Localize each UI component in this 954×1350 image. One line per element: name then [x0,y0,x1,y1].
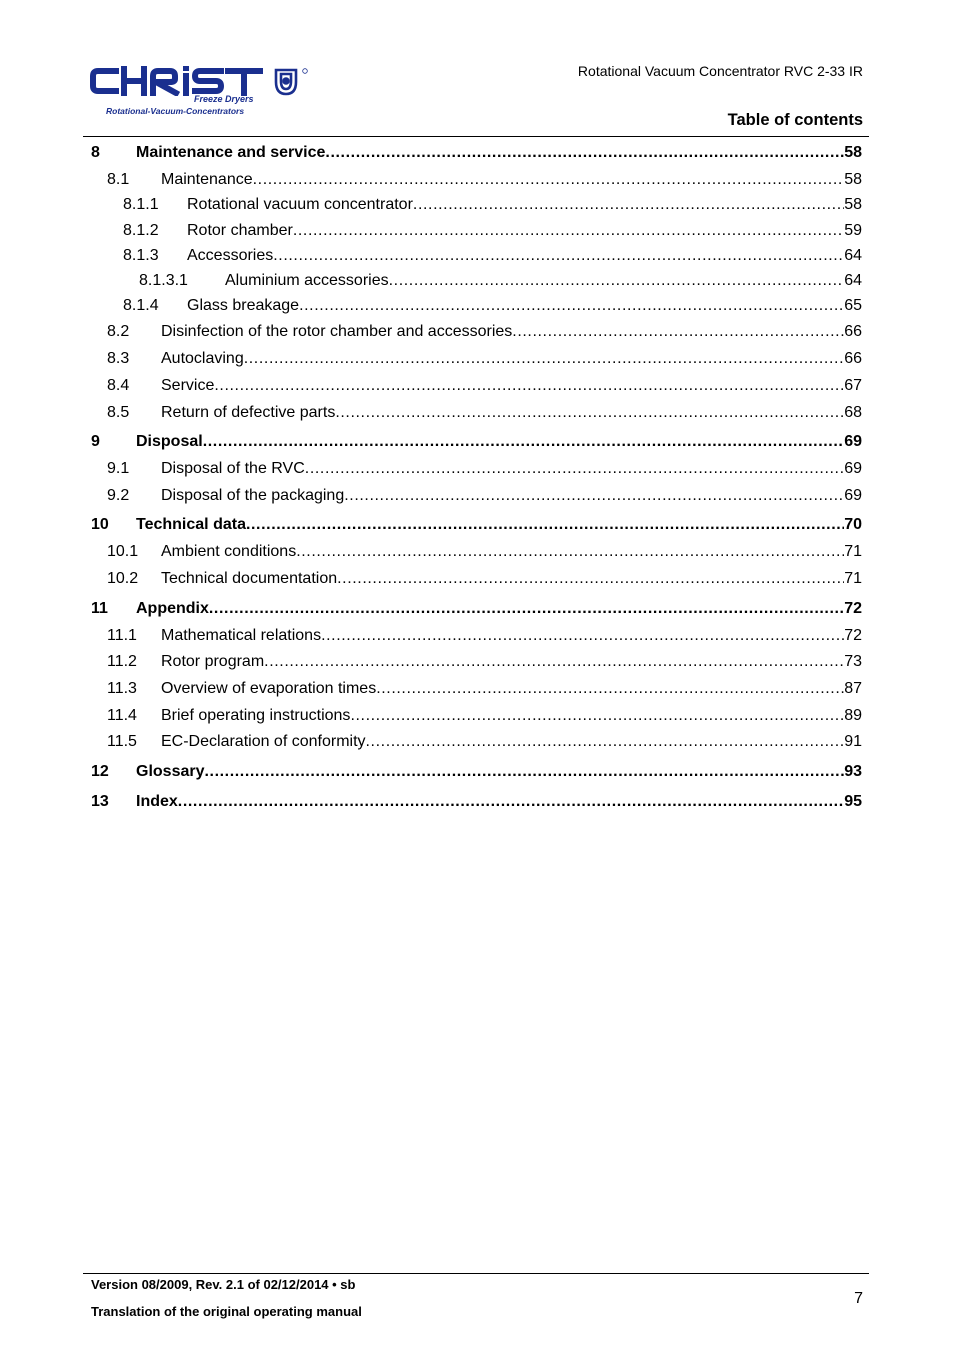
toc-entry [91,792,862,812]
toc-entry [91,376,862,396]
toc-entry-page: 91 [844,733,862,750]
toc-entry-title: Disinfection of the rotor chamber and accessories [161,323,513,340]
toc-entry-number: 9.1 [107,460,130,477]
toc-entry-number: 11 [91,600,108,617]
toc-entry-leader [178,792,844,812]
toc-entry [91,195,862,215]
toc-entry-number: 11.2 [107,653,137,670]
toc-entry-leader [214,376,844,396]
toc-entry [91,652,862,672]
toc-entry-leader [273,246,844,266]
toc-entry [91,143,862,163]
toc-entry [91,762,862,782]
toc-entry-number: 11.3 [107,680,137,697]
toc-entry-number: 8.5 [107,404,130,421]
toc-entry-page: 58 [844,171,862,188]
toc-entry-page: 69 [844,460,862,477]
toc-entry-number: 8.1.4 [123,297,159,314]
toc-entry-leader [264,652,844,672]
toc-entry-number: 8.3 [107,350,130,367]
toc-entry [91,515,862,535]
toc-entry-title: Service [161,377,215,394]
toc-entry-title: Aluminium accessories [225,272,389,289]
toc-entry-title: EC-Declaration of conformity [161,733,366,750]
toc-entry-page: 71 [844,570,862,587]
toc-entry-leader [203,432,845,452]
toc-entry-title: Disposal of the packaging [161,487,345,504]
toc-entry-leader [512,322,844,342]
toc-entry-leader [335,403,844,423]
toc-entry-leader [344,486,844,506]
toc-entry-page: 70 [844,516,862,533]
toc-entry-number: 8.1 [107,171,130,188]
toc-entry [91,403,862,423]
footer-version: Version 08/2009, Rev. 2.1 of 02/12/2014 • sb [91,1277,356,1292]
toc-entry-page: 59 [844,222,862,239]
toc-entry-title: Ambient conditions [161,543,297,560]
toc-entry-title: Mathematical relations [161,627,322,644]
logo-subtitle-freeze-dryers: Freeze Dryers [194,94,254,104]
toc-entry [91,569,862,589]
toc-entry [91,679,862,699]
toc-entry-number: 10 [91,516,109,533]
toc-entry-title: Glossary [136,763,205,780]
toc-entry [91,322,862,342]
toc-entry-number: 10.2 [107,570,139,587]
toc-entry-leader [293,221,844,241]
footer-rule [83,1273,869,1274]
toc-entry [91,459,862,479]
toc-entry-number: 8.1.2 [123,222,159,239]
toc-entry-title: Rotational vacuum concentrator [187,196,413,213]
toc-entry [91,349,862,369]
toc-entry-page: 87 [844,680,862,697]
toc-entry-leader [413,195,844,215]
toc-entry-page: 58 [844,196,862,213]
toc-entry-title: Rotor program [161,653,265,670]
toc-entry-title: Maintenance [161,171,253,188]
toc-entry-leader [389,271,845,291]
toc-entry-leader [253,170,845,190]
toc-entry [91,486,862,506]
toc-entry-number: 11.1 [107,627,137,644]
toc-entry [91,706,862,726]
toc-entry-title: Disposal of the RVC [161,460,305,477]
toc-entry [91,221,862,241]
logo-subtitle-rvc: Rotational-Vacuum-Concentrators [106,106,245,116]
toc-entry-page: 58 [844,144,862,161]
toc-entry-title: Autoclaving [161,350,244,367]
document-title: Rotational Vacuum Concentrator RVC 2-33 IR [577,63,863,79]
toc-entry-number: 8.4 [107,377,130,394]
toc-entry-number: 10.1 [107,543,139,560]
footer-translation-note: Translation of the original operating manual [91,1304,362,1319]
page-number: 7 [854,1290,863,1307]
toc-entry-title: Disposal [136,433,203,450]
toc-entry-page: 73 [844,653,862,670]
toc-entry [91,626,862,646]
toc-entry-leader [204,762,844,782]
toc-entry-title: Technical documentation [161,570,338,587]
toc-entry-page: 69 [844,487,862,504]
toc-entry [91,296,862,316]
toc-entry-title: Accessories [187,247,274,264]
toc-entry-page: 66 [844,323,862,340]
toc-entry-number: 9.2 [107,487,130,504]
toc-entry-leader [305,459,844,479]
toc-entry-page: 72 [844,627,862,644]
toc-entry-leader [366,732,845,752]
toc-entry-page: 66 [844,350,862,367]
toc-entry-number: 8.2 [107,323,130,340]
toc-entry-title: Overview of evaporation times [161,680,377,697]
toc-entry-number: 9 [91,433,100,450]
toc-entry-leader [321,626,844,646]
toc-entry-leader [209,599,844,619]
toc-entry-number: 8.1.3.1 [139,272,188,289]
toc-entry-page: 71 [844,543,862,560]
toc-entry-number: 8.1.1 [123,196,159,213]
toc-entry [91,599,862,619]
toc-entry-page: 68 [844,404,862,421]
toc-entry-number: 12 [91,763,109,780]
toc-entry-number: 11.4 [107,707,137,724]
toc-entry-number: 8 [91,144,100,161]
toc-entry-page: 95 [844,793,862,810]
toc-entry-number: 13 [91,793,109,810]
toc-entry-leader [337,569,844,589]
toc-entry [91,170,862,190]
toc-entry [91,432,862,452]
toc-entry-page: 69 [844,433,862,450]
toc-entry-leader [244,349,844,369]
toc-entry-leader [376,679,844,699]
toc-entry-leader [296,542,844,562]
toc-entry-page: 89 [844,707,862,724]
section-title: Table of contents [727,111,863,129]
toc-entry-page: 64 [844,272,862,289]
toc-entry-page: 72 [844,600,862,617]
toc-entry-title: Technical data [136,516,246,533]
toc-entry-leader [299,296,844,316]
toc-entry-page: 64 [844,247,862,264]
toc-entry-number: 8.1.3 [123,247,159,264]
toc-entry [91,246,862,266]
toc-entry-leader [246,515,844,535]
toc-entry-title: Brief operating instructions [161,707,351,724]
toc-entry-title: Return of defective parts [161,404,336,421]
toc-entry-page: 65 [844,297,862,314]
toc-entry-page: 93 [844,763,862,780]
toc-entry-title: Index [136,793,178,810]
toc-entry-title: Maintenance and service [136,144,326,161]
toc-entry [91,732,862,752]
toc-entry-title: Rotor chamber [187,222,293,239]
toc-entry-leader [350,706,844,726]
toc-entry [91,542,862,562]
toc-entry-title: Glass breakage [187,297,300,314]
toc-entry-page: 67 [844,377,862,394]
toc-entry-title: Appendix [136,600,209,617]
toc-entry-leader [325,143,844,163]
toc-entry [91,271,862,291]
toc-entry-number: 11.5 [107,733,137,750]
